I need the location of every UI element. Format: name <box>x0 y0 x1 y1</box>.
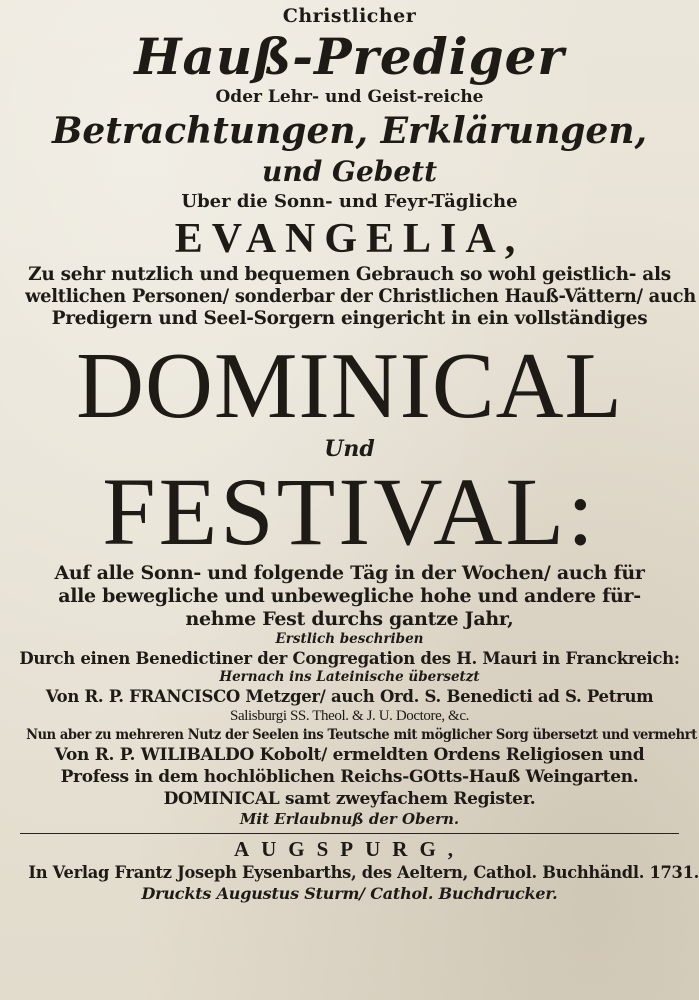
title-line-und: Und <box>324 436 375 462</box>
imprint-printer: Druckts Augustus Sturm/ Cathol. Buchdrucker. <box>141 884 558 903</box>
body-line-predigern: Predigern und Seel-Sorgern eingericht in ein vollständiges <box>51 308 648 329</box>
body-line-register: DOMINICAL samt zweyfachem Register. <box>163 789 536 809</box>
body-line-kobolt: Von R. P. WILIBALDO Kobolt/ ermeldten Ordens Religiosen und <box>54 745 645 765</box>
title-line-evangelia: EVANGELIA, <box>174 216 525 262</box>
imprint-divider <box>20 833 679 834</box>
title-line-christlicher: Christlicher <box>282 5 417 27</box>
title-line-festival: FESTIVAL: <box>102 458 597 565</box>
body-line-bewegliche: alle bewegliche und unbewegliche hohe und andere für- <box>58 585 641 607</box>
body-line-erlaubnuss: Mit Erlaubnuß der Obern. <box>239 810 460 828</box>
subtitle-line-sonn-feyr: Uber die Sonn- und Feyr-Tägliche <box>181 191 518 212</box>
body-line-profess: Profess in dem hochlöblichen Reichs-GOtts-Hauß Weingarten. <box>60 767 639 787</box>
title-line-dominical: DOMINICAL <box>76 334 623 438</box>
title-line-gebett: und Gebett <box>261 155 438 188</box>
body-line-nun-aber: Nun aber zu mehreren Nutz der Seelen ins Teutsche mit möglicher Sorg übersetzt und vermehrt <box>26 727 697 743</box>
body-line-personen: weltlichen Personen/ sonderbar der Christlichen Hauß-Vättern/ auch <box>25 286 697 307</box>
body-line-fest: nehme Fest durchs gantze Jahr, <box>185 608 514 630</box>
imprint-publisher: In Verlag Frantz Joseph Eysenbarths, des Aeltern, Cathol. Buchhändl. 1731. <box>28 863 699 883</box>
title-line-hauss-prediger: Hauß-Prediger <box>134 27 565 86</box>
body-line-benedictiner: Durch einen Benedictiner der Congregation des H. Mauri in Franckreich: <box>19 649 680 668</box>
title-line-betrachtungen: Betrachtungen, Erklärungen, <box>51 110 648 152</box>
body-line-gebrauch: Zu sehr nutzlich und bequemen Gebrauch so wohl geistlich- als <box>28 264 671 285</box>
body-line-erstlich: Erstlich beschriben <box>275 631 424 647</box>
body-line-metzger: Von R. P. FRANCISCO Metzger/ auch Ord. S. Benedicti ad S. Petrum <box>45 687 654 706</box>
body-line-salisburgi: Salisburgi SS. Theol. & J. U. Doctore, &c. <box>230 708 469 724</box>
body-line-hernach: Hernach ins Lateinische übersetzt <box>219 669 480 685</box>
imprint-city: AUGSPURG, <box>233 837 466 861</box>
body-line-sonn-tag: Auf alle Sonn- und folgende Täg in der Wochen/ auch für <box>54 562 645 584</box>
subtitle-line-lehr: Oder Lehr- und Geist-reiche <box>215 87 484 107</box>
